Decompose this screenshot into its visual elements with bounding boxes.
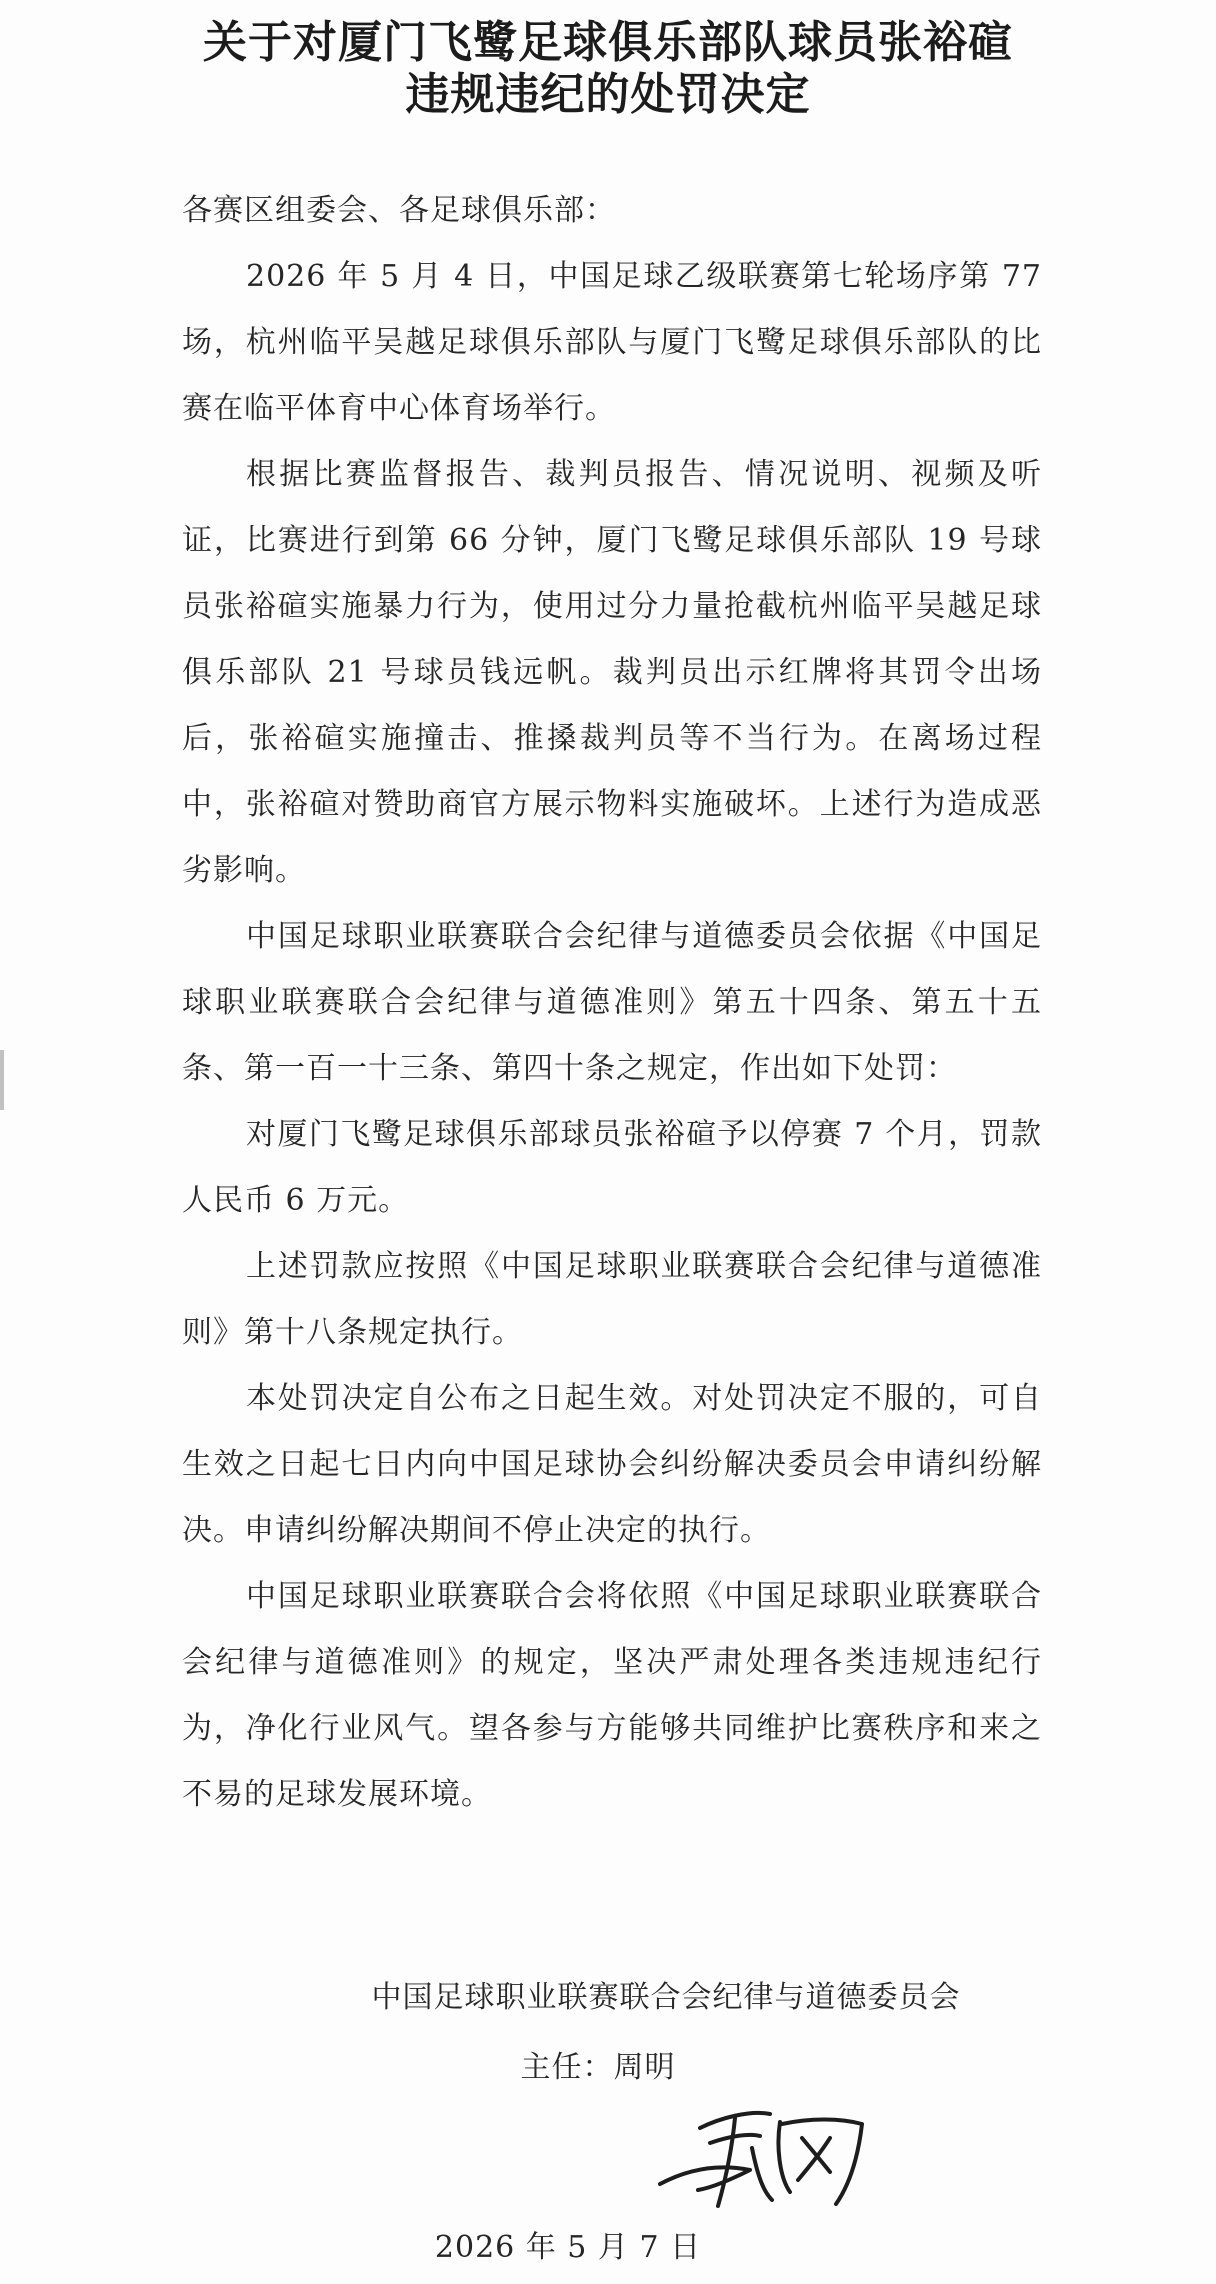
paragraph-closing: 中国足球职业联赛联合会将依照《中国足球职业联赛联合会纪律与道德准则》的规定，坚决严肃处理各类违规违纪行为，净化行业风气。望各参与方能够共同维护比赛秩序和来之不易的足球发展环境。	[182, 1579, 1042, 1812]
paragraph-legal-basis: 中国足球职业联赛联合会纪律与道德委员会依据《中国足球职业联赛联合会纪律与道德准则》第五十四条、第五十五条、第一百一十三条、第四十条之规定，作出如下处罚：	[182, 919, 1042, 1086]
paragraph-penalty: 对厦门飞鹭足球俱乐部球员张裕碹予以停赛 7 个月，罚款人民币 6 万元。	[182, 1117, 1042, 1218]
paragraph-fine-execution: 上述罚款应按照《中国足球职业联赛联合会纪律与道德准则》第十八条规定执行。	[182, 1249, 1042, 1350]
paragraph-incident: 根据比赛监督报告、裁判员报告、情况说明、视频及听证，比赛进行到第 66 分钟，厦门飞鹭足球俱乐部队 19 号球员张裕碹实施暴力行为，使用过分力量抢截杭州临平吴越足球俱乐部队 21 号球员钱远帆。裁判员出示红牌将其罚令出场后，张裕碹实施撞击、推搡裁判员等不当行为。在离场过程中，张裕碹对赞助商官方展示物料实施破坏。上述行为造成恶劣影响。	[182, 457, 1042, 888]
handwritten-signature	[640, 2088, 890, 2218]
document-title-line-1: 关于对厦门飞鹭足球俱乐部队球员张裕碹	[203, 17, 1013, 68]
signing-director: 主任：周明	[520, 2050, 676, 2085]
document-body	[182, 244, 1042, 1828]
paragraph-effective-date: 本处罚决定自公布之日起生效。对处罚决定不服的，可自生效之日起七日内向中国足球协会纠纷解决委员会申请纠纷解决。申请纠纷解决期间不停止决定的执行。	[182, 1381, 1042, 1548]
paragraph-match-info: 2026 年 5 月 4 日，中国足球乙级联赛第七轮场序第 77 场，杭州临平吴越足球俱乐部队与厦门飞鹭足球俱乐部队的比赛在临平体育中心体育场举行。	[182, 259, 1042, 426]
scan-edge-mark	[0, 1050, 4, 1110]
salutation: 各赛区组委会、各足球俱乐部：	[182, 193, 616, 228]
document-title-line-2: 违规违纪的处罚决定	[405, 69, 811, 120]
signing-date: 2026 年 5 月 7 日	[434, 2230, 702, 2265]
signing-organization: 中国足球职业联赛联合会纪律与道德委员会	[371, 1980, 961, 2015]
